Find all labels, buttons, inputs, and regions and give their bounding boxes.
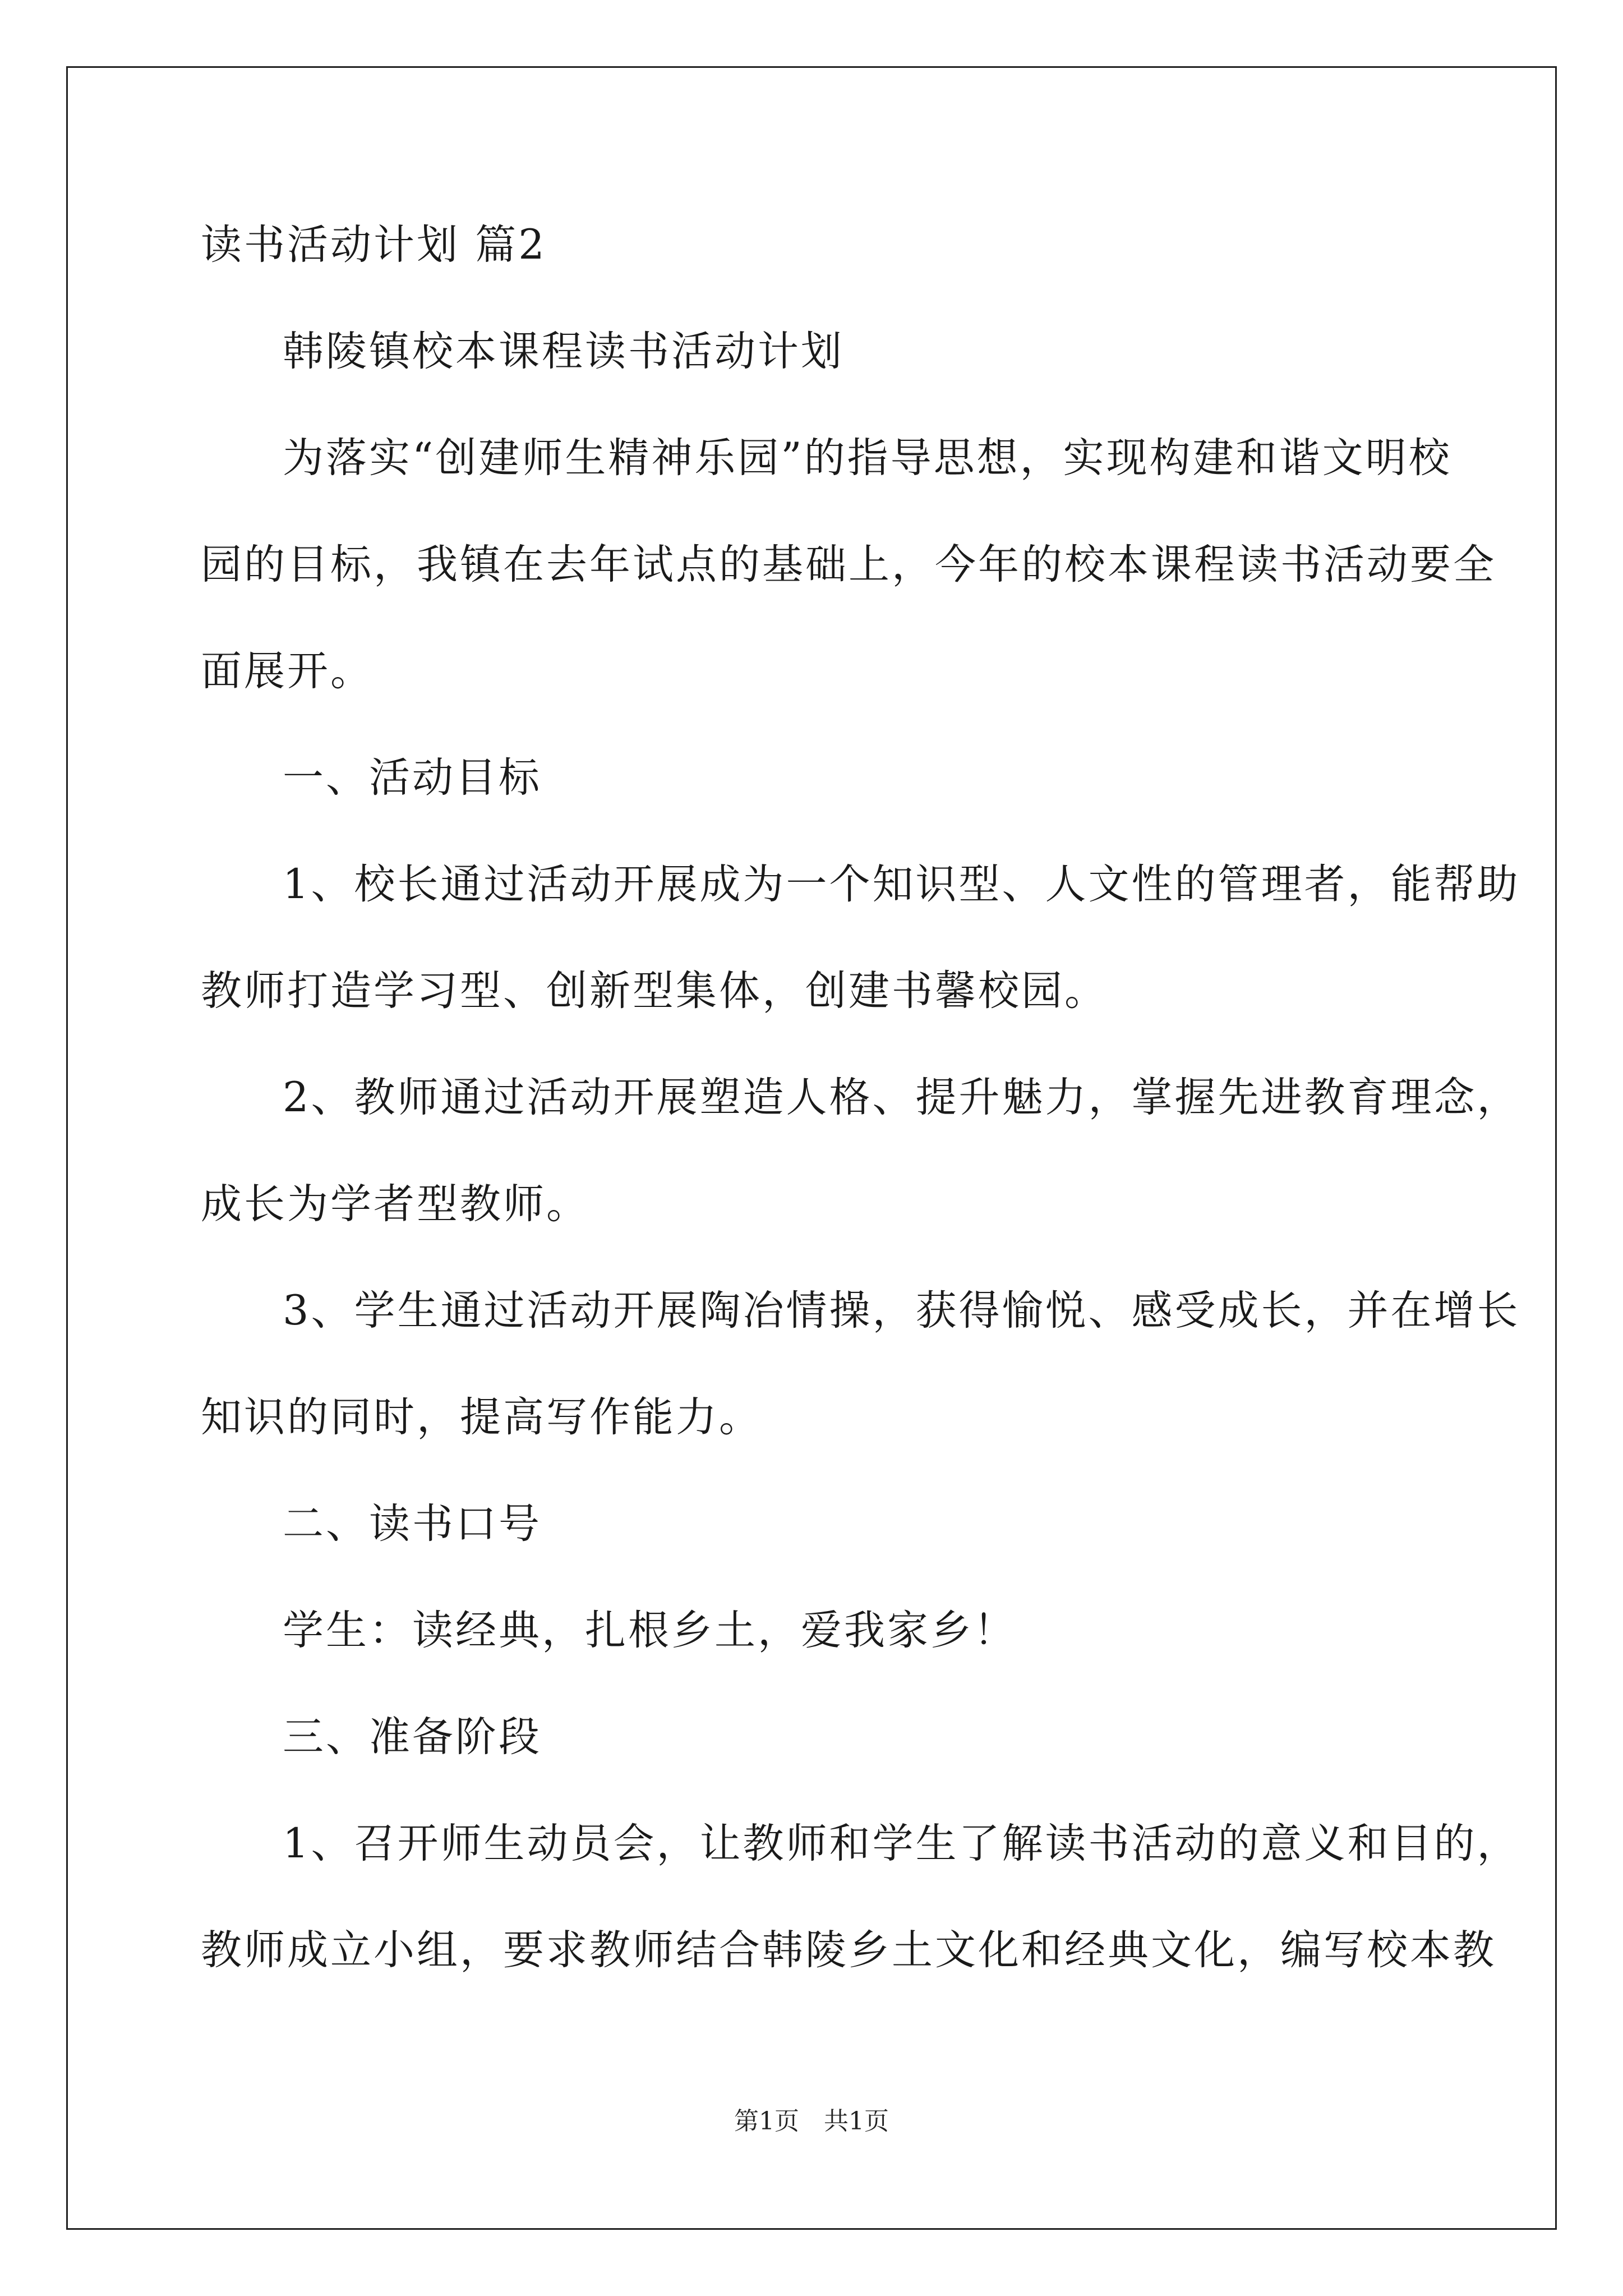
paragraph-line: 1、召开师生动员会，让教师和学生了解读书活动的意义和目的，	[283, 1820, 1520, 1867]
paragraph-line: 为落实“创建师生精神乐园”的指导思想，实现构建和谐文明校	[283, 434, 1452, 482]
paragraph-line: 知识的同时，提高写作能力。	[201, 1393, 762, 1441]
section-heading: 二、读书口号	[283, 1500, 542, 1548]
paragraph-line: 教师成立小组，要求教师结合韩陵乡土文化和经典文化，编写校本教	[201, 1926, 1496, 1974]
paragraph-line: 园的目标，我镇在去年试点的基础上，今年的校本课程读书活动要全	[201, 541, 1496, 588]
paragraph-line: 学生：读经典，扎根乡土，爱我家乡！	[283, 1607, 1017, 1654]
paragraph-line: 面展开。	[201, 647, 374, 695]
paragraph-line: 成长为学者型教师。	[201, 1180, 589, 1228]
paragraph-line: 1、校长通过活动开展成为一个知识型、人文性的管理者，能帮助	[283, 861, 1520, 908]
paragraph-line: 教师打造学习型、创新型集体，创建书馨校园。	[201, 967, 1108, 1015]
page-footer: 第1页 共1页	[734, 2107, 889, 2136]
paragraph-line: 2、教师通过活动开展塑造人格、提升魅力，掌握先进教育理念，	[283, 1074, 1520, 1121]
section-title: 读书活动计划 篇2	[201, 221, 547, 269]
paragraph-line: 3、学生通过活动开展陶冶情操，获得愉悦、感受成长，并在增长	[283, 1287, 1520, 1335]
page-border	[66, 66, 1557, 2230]
section-heading: 一、活动目标	[283, 754, 542, 802]
document-title: 韩陵镇校本课程读书活动计划	[283, 328, 844, 375]
section-heading: 三、准备阶段	[283, 1713, 542, 1761]
